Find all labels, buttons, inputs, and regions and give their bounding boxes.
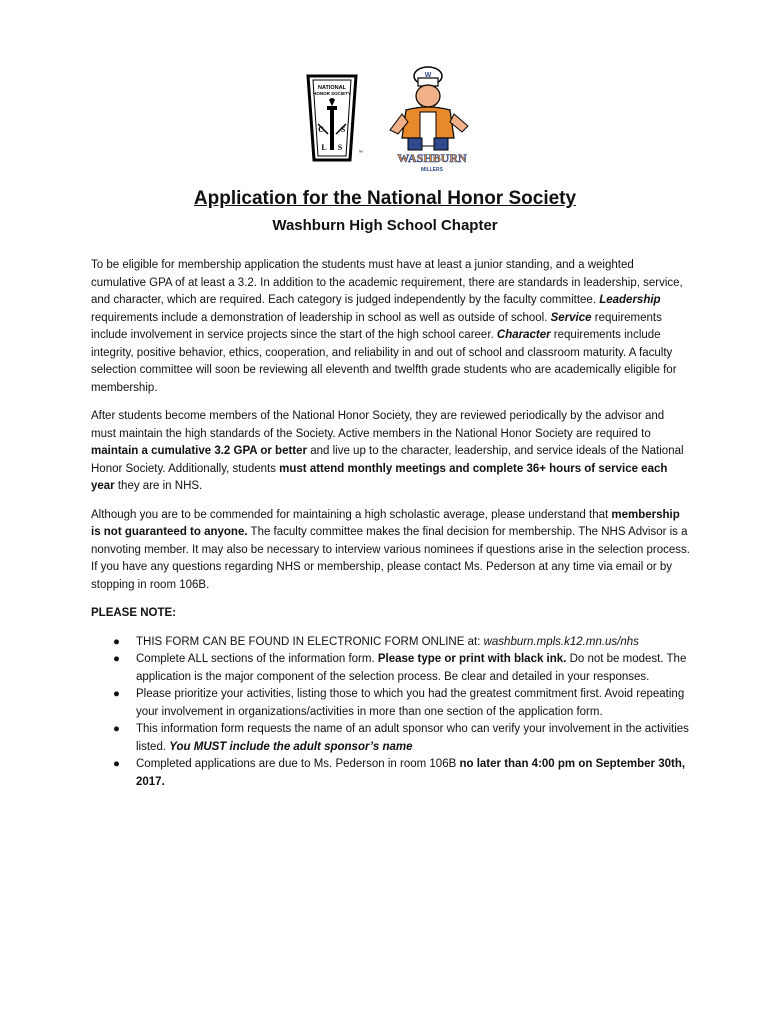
note-3-text: Please prioritize your activities, listing those to which you had the greatest commitment first. Avoid repeating your involvement in organizations/activities in more than one section of the application form.: [136, 688, 685, 718]
eligibility-paragraph: [91, 257, 691, 397]
bullet-icon: ●: [113, 653, 120, 665]
p3-text-c: The faculty committee makes the final decision for membership. The NHS Advisor is a nonvoting member. It may also be necessary to interview various nominees if questions arise in the selection process. If you have any questions regarding NHS or membership, please contact Ms. Pederson at any time via email or by stopping in room 106B.: [91, 526, 690, 591]
torch-icon: [330, 106, 334, 150]
p1-text-e: requirements include involvement in service projects since the start of the high school career.: [91, 311, 662, 341]
nhs-url-link[interactable]: washburn.mpls.k12.mn.us/nhs: [483, 635, 639, 648]
p1-text-a: To be eligible for membership application the students must have at least a junior standing, and a weighted cumulative GPA of at least a 3.2. In addition to the academic requirement, there are standards in leadership, service, and character, which are required. Each category is judged independently by the faculty committee.: [91, 259, 683, 306]
mascot-wordmark: WASHBURN: [397, 151, 467, 165]
mascot-sub-wordmark: MILLERS: [421, 167, 443, 173]
svg-text:W: W: [424, 72, 432, 79]
header-logos: [300, 64, 490, 174]
p1-text-c: requirements include a demonstration of leadership in school as well as outside of school.: [91, 311, 551, 324]
page-title: Application for the National Honor Society: [193, 188, 577, 209]
note-1-text: THIS FORM CAN BE FOUND IN ELECTRONIC FORM ONLINE at:: [136, 635, 484, 648]
selection-paragraph: [91, 507, 691, 595]
list-item: [91, 756, 691, 791]
note-4-sponsor-requirement: You MUST include the adult sponsor’s name: [169, 740, 413, 753]
notes-list: [91, 634, 691, 792]
washburn-millers-mascot-logo: [384, 64, 480, 174]
due-date-text: no later than 4:00 pm on September 30th, 2017.: [136, 758, 686, 788]
p2-text-e: they are in NHS.: [114, 480, 203, 492]
bullet-icon: ●: [113, 758, 120, 770]
trademark-symbol: ™: [358, 150, 363, 156]
not-guaranteed-text: membership is not guaranteed to anyone.: [91, 508, 680, 538]
note-2-text-c: Do not be modest. The application is the major component of the selection process. Be clear and detailed in your responses.: [136, 653, 687, 683]
nhs-logo-text-1: NATIONAL: [317, 85, 347, 91]
nhs-letter-c: C: [318, 125, 324, 134]
nhs-letter-s2: S: [337, 143, 343, 152]
nhs-logo-text-2: HONOR SOCIETY: [313, 91, 351, 96]
note-2-ink-instruction: Please type or print with black ink.: [377, 653, 567, 665]
list-item: [91, 651, 691, 686]
bullet-icon: ●: [113, 635, 120, 648]
please-note-heading: PLEASE NOTE:: [91, 607, 176, 619]
nhs-letter-l: L: [321, 143, 327, 152]
p3-text-a: Although you are to be commended for maintaining a high scholastic average, please understand that: [91, 508, 612, 521]
p2-text-c: and live up to the character, leadership, and service ideals of the National Honor Society. Additionally, students: [91, 445, 684, 475]
bullet-icon: ●: [113, 688, 120, 700]
p2-text-a: After students become members of the National Honor Society, they are reviewed periodically by the advisor and must maintain the high standards of the Society. Active members in the National Honor Society are required to: [91, 410, 665, 440]
list-item: [91, 634, 691, 652]
leadership-term: Leadership: [599, 294, 661, 306]
nhs-keystone-logo: [304, 74, 360, 162]
page-subtitle: Washburn High School Chapter: [272, 217, 498, 234]
nhs-letter-s1: S: [340, 125, 346, 134]
note-4-text-a: This information form requests the name of an adult sponsor who can verify your involvement in the activities listed.: [136, 723, 689, 753]
meeting-requirement: must attend monthly meetings and complete 36+ hours of service each year: [91, 462, 668, 492]
note-5-text-a: Completed applications are due to Ms. Pederson in room 106B: [136, 758, 460, 770]
note-2-text-a: Complete ALL sections of the information form.: [136, 653, 378, 665]
membership-paragraph: [91, 408, 691, 496]
service-term: Service: [550, 311, 592, 324]
document-body: [91, 257, 691, 791]
bullet-icon: ●: [113, 723, 120, 735]
gpa-requirement: maintain a cumulative 3.2 GPA or better: [91, 445, 308, 457]
p1-text-g: requirements include integrity, positive behavior, ethics, cooperation, and reliability in and out of school and classroom maturity. A faculty selection committee will soon be reviewing all eleventh and twelfth grade students who are academically eligible for membership.: [91, 329, 677, 394]
list-item: [91, 686, 691, 721]
list-item: [91, 721, 691, 756]
character-term: Character: [496, 329, 551, 341]
